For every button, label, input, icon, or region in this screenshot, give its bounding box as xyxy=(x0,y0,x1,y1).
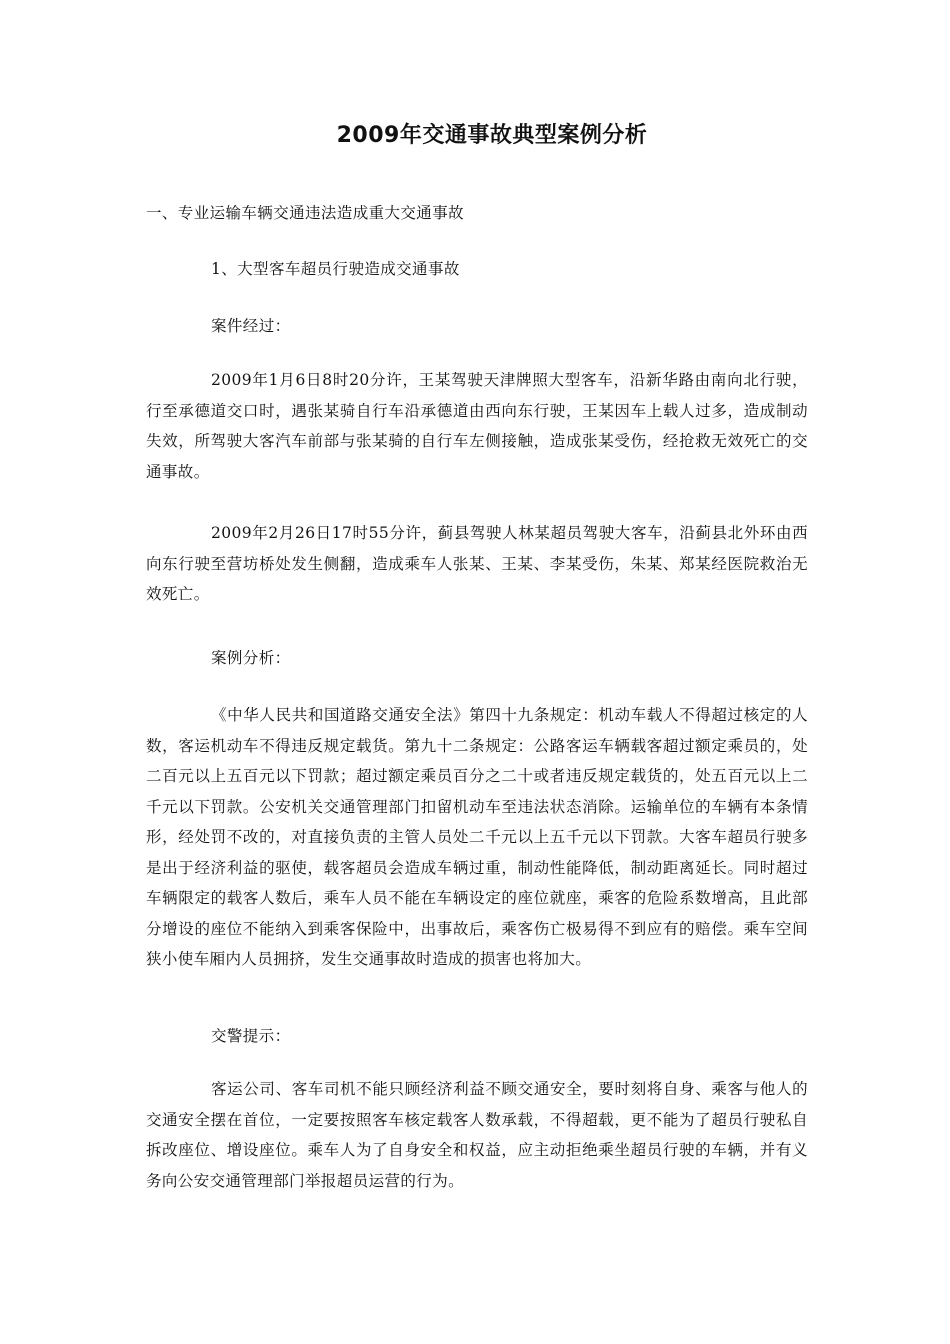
section-heading: 一、专业运输车辆交通违法造成重大交通事故 xyxy=(146,204,465,222)
course-paragraph-1: 2009年1月6日8时20分许，王某驾驶天津牌照大型客车，沿新华路由南向北行驶，行至承德道交口时，遇张某骑自行车沿承德道由西向东行驶，王某因车上载人过多，造成制动失效，所驾驶大客汽车前部与张某骑的自行车左侧接触，造成张某受伤，经抢救无效死亡的交通事故。 xyxy=(146,371,808,481)
page-title: 2009年交通事故典型案例分析 xyxy=(336,123,648,148)
analysis-label: 案例分析： xyxy=(211,649,291,667)
course-label: 案件经过： xyxy=(211,317,291,335)
tip-label: 交警提示： xyxy=(211,1027,291,1045)
course-paragraph-2: 2009年2月26日17时55分许，蓟县驾驶人林某超员驾驶大客车，沿蓟县北外环由西向东行驶至营坊桥处发生侧翻，造成乘车人张某、王某、李某受伤，朱某、郑某经医院救治无效死亡。 xyxy=(146,524,808,603)
case-heading: 1、大型客车超员行驶造成交通事故 xyxy=(211,260,460,278)
tip-paragraph: 客运公司、客车司机不能只顾经济利益不顾交通安全，要时刻将自身、乘客与他人的交通安全摆在首位，一定要按照客车核定载客人数承载，不得超载，更不能为了超员行驶私自拆改座位、增设座位。乘车人为了自身安全和权益，应主动拒绝乘坐超员行驶的车辆，并有义务向公安交通管理部门举报超员运营的行为。 xyxy=(146,1080,808,1190)
analysis-paragraph: 《中华人民共和国道路交通安全法》第四十九条规定：机动车载人不得超过核定的人数，客运机动车不得违反规定载货。第九十二条规定：公路客运车辆载客超过额定乘员的，处二百元以上五百元以下罚款；超过额定乘员百分之二十或者违反规定载货的，处五百元以上二千元以下罚款。公安机关交通管理部门扣留机动车至违法状态消除。运输单位的车辆有本条情形，经处罚不改的，对直接负责的主管人员处二千元以上五千元以下罚款。大客车超员行驶多是出于经济利益的驱使，载客超员会造成车辆过重，制动性能降低，制动距离延长。同时超过车辆限定的载客人数后，乘车人员不能在车辆设定的座位就座，乘客的危险系数增高，且此部分增设的座位不能纳入到乘客保险中，出事故后，乘客伤亡极易得不到应有的赔偿。乘车空间狭小使车厢内人员拥挤，发生交通事故时造成的损害也将加大。 xyxy=(146,706,808,968)
